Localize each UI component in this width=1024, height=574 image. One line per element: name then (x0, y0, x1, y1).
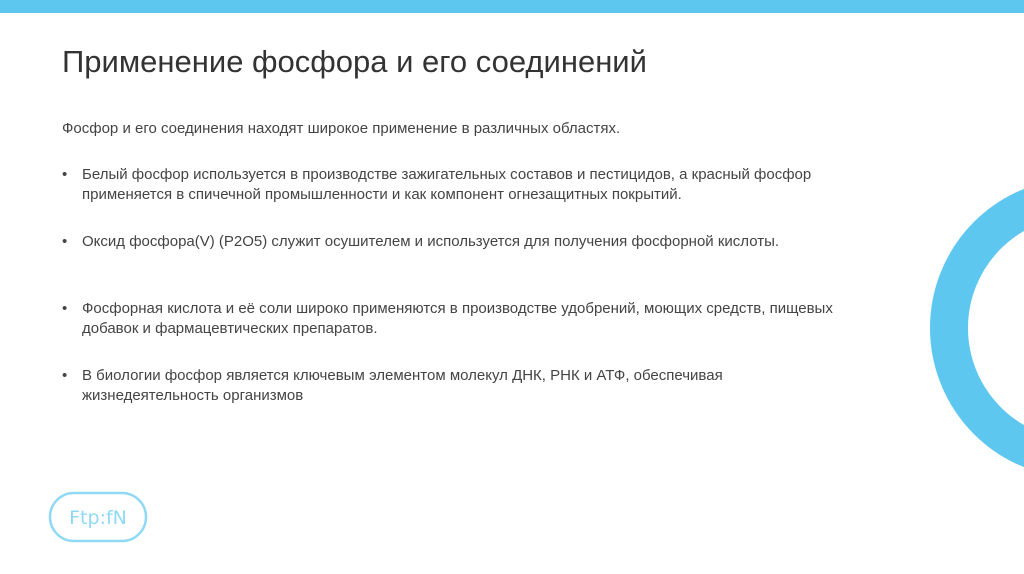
bullet-text: В биологии фосфор является ключевым элементом молекул ДНК, РНК и АТФ, обеспечивая жизнедеятельность организмов (82, 367, 723, 404)
ftpfn-logo-icon (48, 491, 148, 543)
bullet-list (62, 165, 862, 406)
bullet-text: Фосфорная кислота и её соли широко применяются в производстве удобрений, моющих средств, пищевых добавок и фармацевтических препаратов. (82, 300, 833, 337)
bullet-text: Оксид фосфора(V) (P2O5) служит осушителем и используется для получения фосфорной кислоты. (82, 233, 780, 250)
bullet-item (62, 165, 862, 232)
bullet-item (62, 232, 862, 299)
slide-title: Применение фосфора и его соединений (62, 44, 647, 79)
bullet-item (62, 299, 862, 366)
bullet-marker: • (62, 300, 68, 317)
intro-paragraph: Фосфор и его соединения находят широкое применение в различных областях. (62, 120, 621, 137)
bullet-marker: • (62, 166, 68, 183)
bullet-item (62, 366, 862, 406)
top-accent-bar (0, 0, 1024, 13)
bullet-marker: • (62, 367, 68, 384)
logo-text: Ftp:fN (69, 507, 127, 529)
decorative-ring (930, 178, 1024, 478)
bullet-text: Белый фосфор используется в производстве зажигательных составов и пестицидов, а красный фосфор применяется в спичечной промышленности и как компонент огнезащитных покрытий. (82, 166, 812, 203)
bullet-marker: • (62, 233, 68, 250)
